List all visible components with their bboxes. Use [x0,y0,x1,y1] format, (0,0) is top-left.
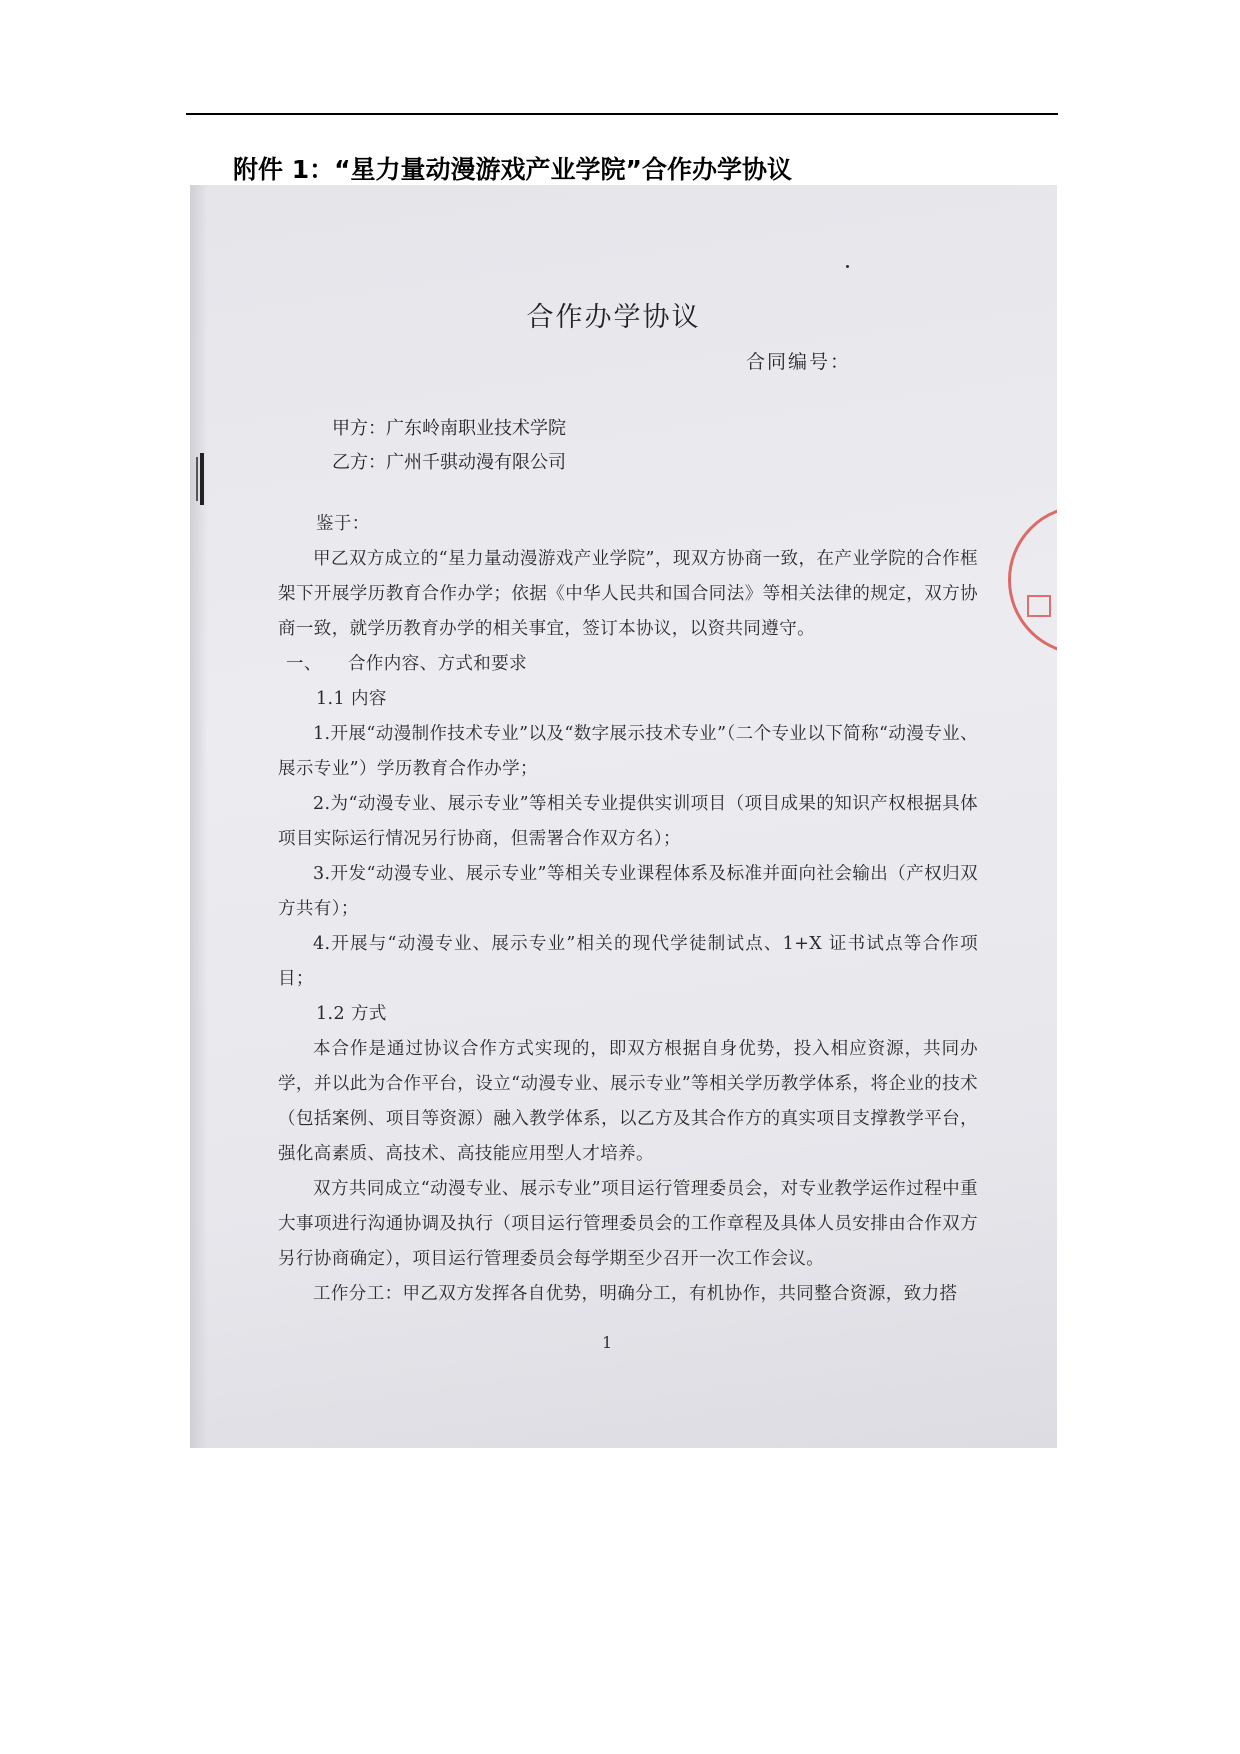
photo-edge-shadow [190,185,208,1448]
party-a: 甲方：广东岭南职业技术学院 [332,418,566,439]
subsection-1-1: 1.1 内容 [316,689,387,709]
content-item-3: 3.开发“动漫专业、展示专业”等相关专业课程体系及标准并面向社会输出（产权归双方共有）； [278,864,978,919]
subsection-1-2: 1.2 方式 [316,1004,387,1024]
paper-speck [846,265,849,268]
agreement-title: 合作办学协议 [526,302,701,333]
attachment-heading: 附件 1：“星力量动漫游戏产业学院”合作办学协议 [233,155,792,184]
mode-paragraph: 本合作是通过协议合作方式实现的，即双方根据自身优势，投入相应资源，共同办学，并以此为合作平台，设立“动漫专业、展示专业”等相关学历教学体系，将企业的技术（包括案例、项目等资源）融入教学体系，以乙方及其合作方的真实项目支撑教学平台，强化高素质、高技术、高技能应用型人才培养。 [278,1039,978,1164]
contract-number-label: 合同编号： [746,351,852,373]
content-item-1: 1.开展“动漫制作技术专业”以及“数字展示技术专业”（二个专业以下简称“动漫专业、展示专业”）学历教育合作办学； [278,724,978,779]
header-rule [186,113,1058,115]
whereas-label: 鉴于： [316,514,370,534]
section-1-title: 合作内容、方式和要求 [348,654,527,674]
agreement-body [278,507,978,1312]
committee-paragraph: 双方共同成立“动漫专业、展示专业”项目运行管理委员会，对专业教学运作过程中重大事项进行沟通协调及执行（项目运行管理委员会的工作章程及具体人员安排由合作双方另行协商确定），项目运行管理委员会每学期至少召开一次工作会议。 [278,1179,978,1269]
section-1-heading [278,647,978,682]
intro-paragraph: 甲乙双方成立的“星力量动漫游戏产业学院”，现双方协商一致，在产业学院的合作框架下开展学历教育合作办学；依据《中华人民共和国合同法》等相关法律的规定，双方协商一致，就学历教育办学的相关事宜，签订本协议，以资共同遵守。 [278,549,978,639]
division-paragraph: 工作分工：甲乙双方发挥各自优势，明确分工，有机协作，共同整合资源，致力搭 [313,1284,958,1304]
binder-clip-shadow [196,457,198,501]
scanned-document-photo [190,185,1057,1448]
party-b: 乙方：广州千骐动漫有限公司 [332,452,566,473]
section-1-number: 一、 [286,654,322,674]
page-number: 1 [602,1333,613,1352]
seal-inner-mark [1027,595,1051,617]
red-seal-stamp [1008,505,1057,655]
binder-clip-mark [200,453,204,505]
content-item-2: 2.为“动漫专业、展示专业”等相关专业提供实训项目（项目成果的知识产权根据具体项目实际运行情况另行协商，但需署合作双方名）； [278,794,978,849]
content-item-4: 4.开展与“动漫专业、展示专业”相关的现代学徒制试点、1+X 证书试点等合作项目； [278,934,978,989]
